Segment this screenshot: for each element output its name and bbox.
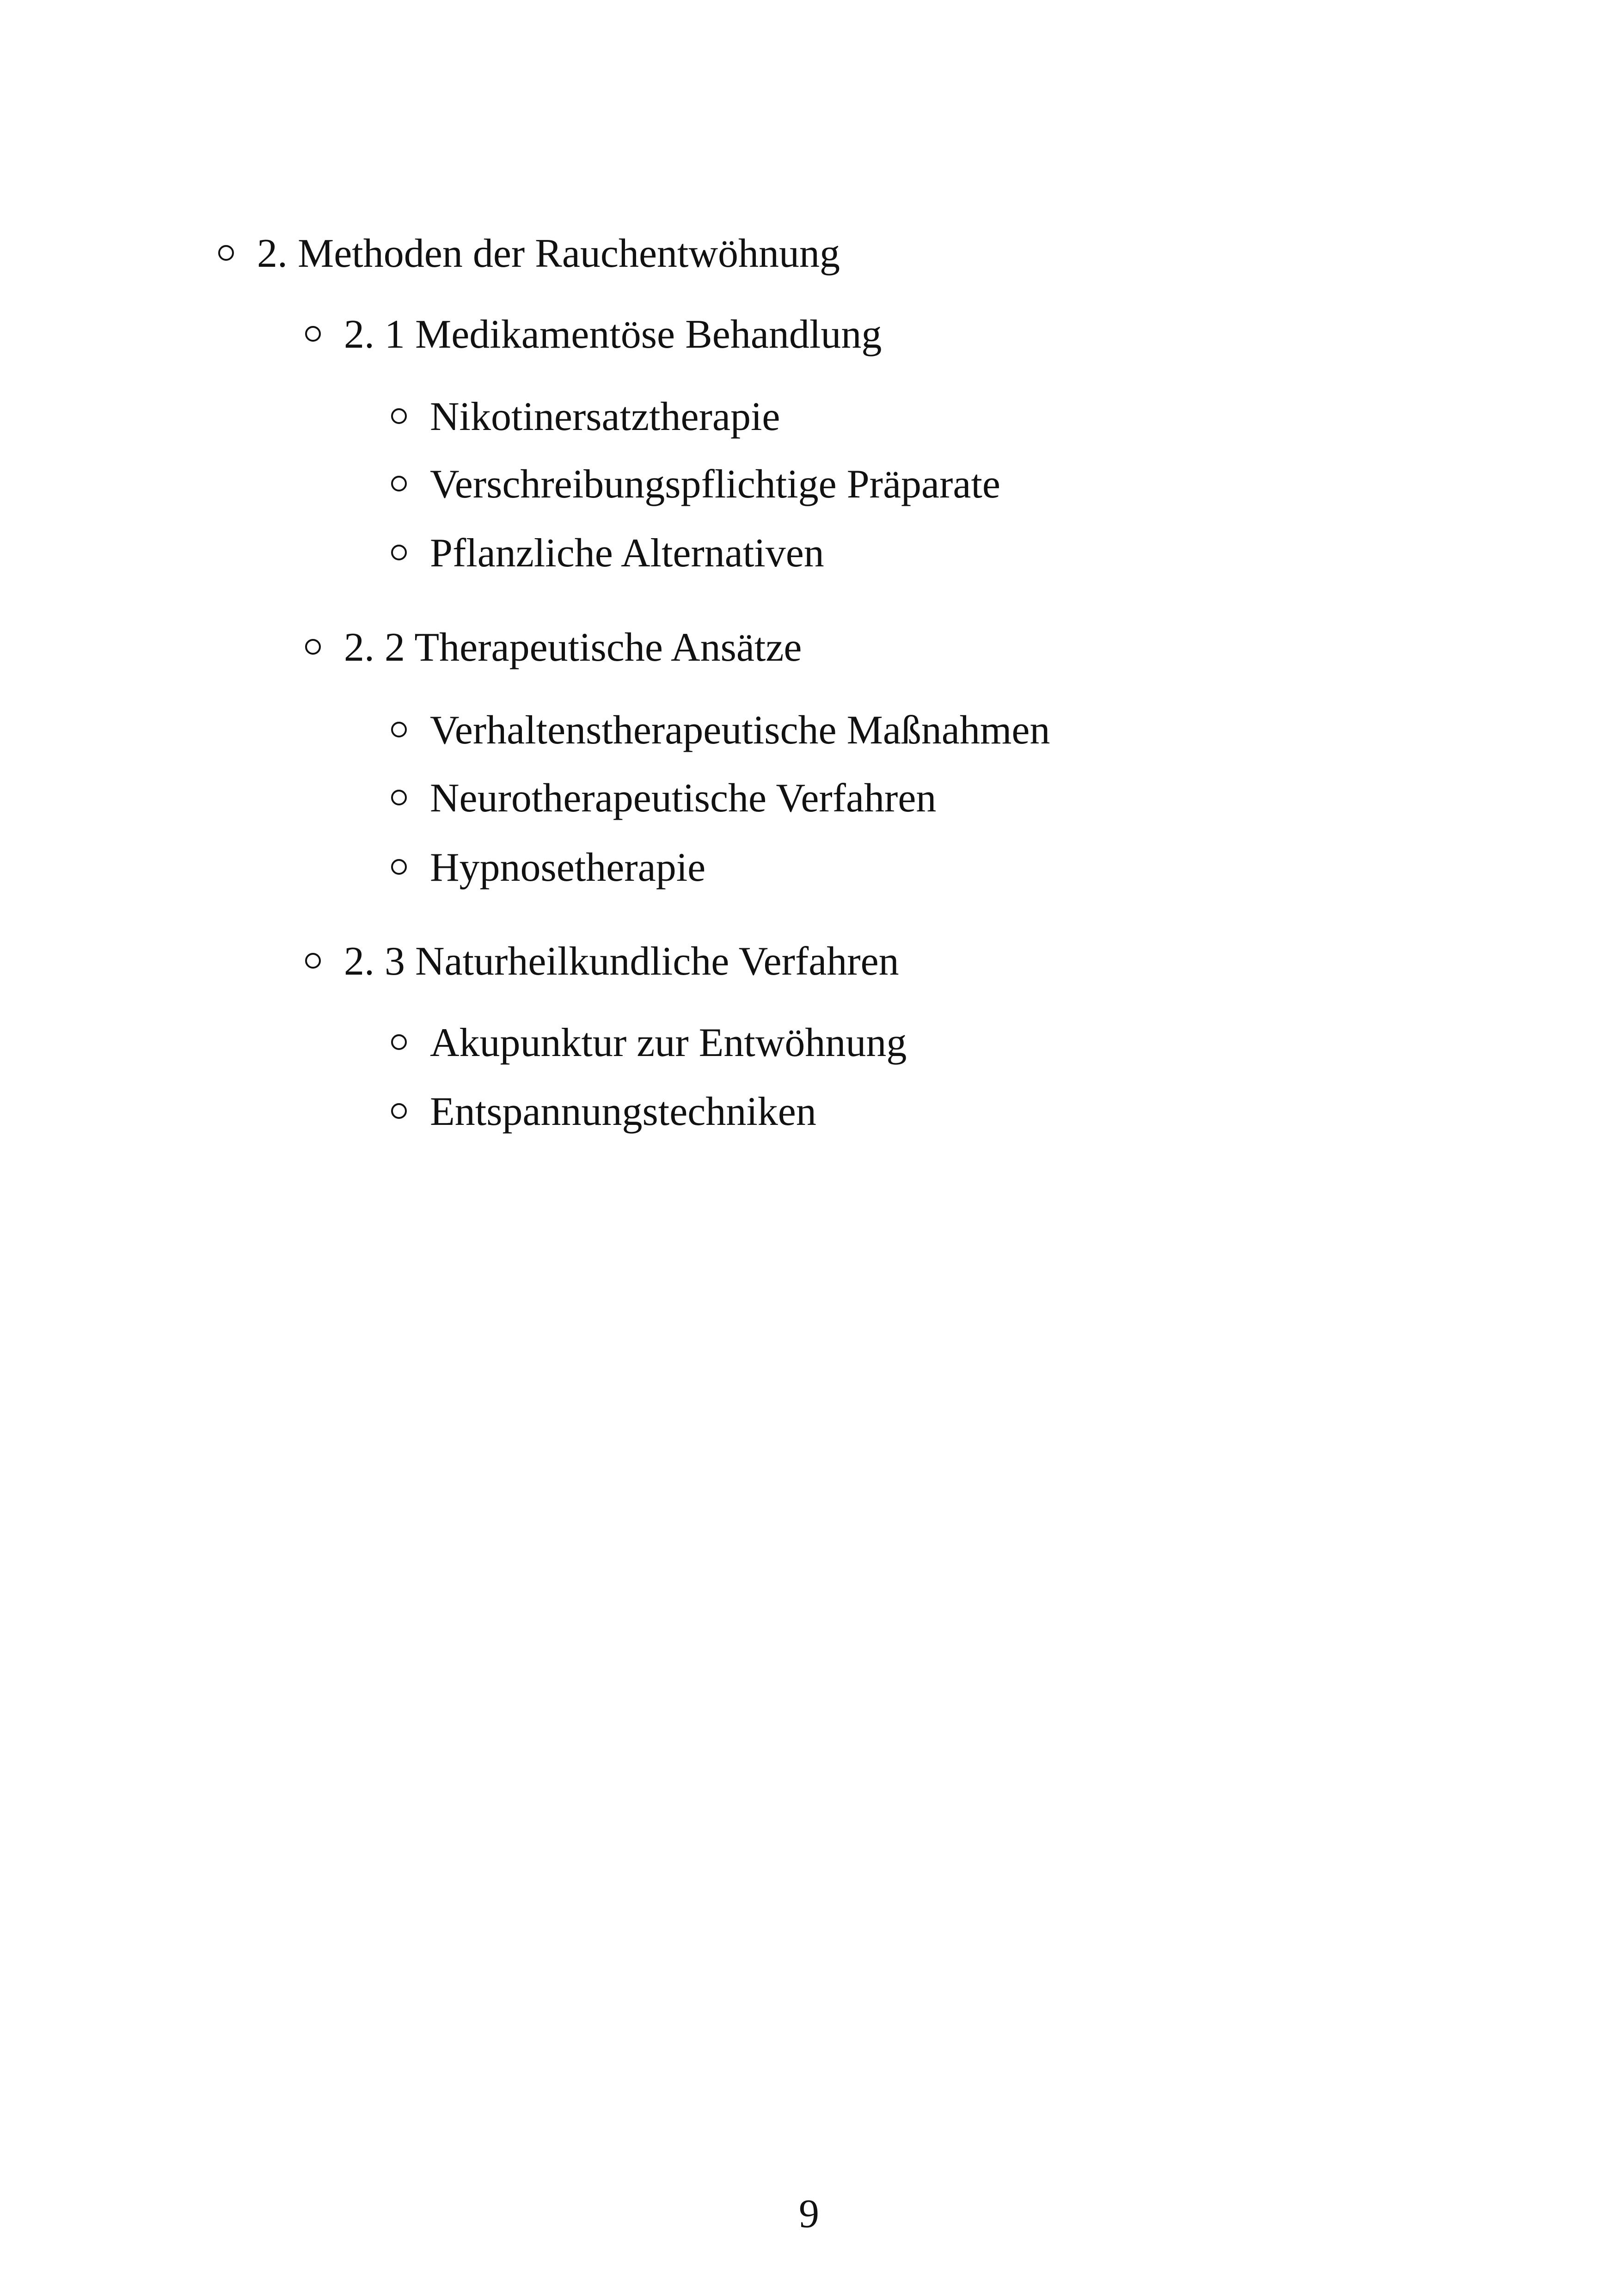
page-number: 9 bbox=[799, 2192, 819, 2236]
hollow-circle-bullet-icon bbox=[391, 859, 407, 875]
list-item-text: Entspannungstechniken bbox=[430, 1089, 816, 1134]
hollow-circle-bullet-icon bbox=[391, 1103, 407, 1119]
hollow-circle-bullet-icon bbox=[391, 1034, 407, 1050]
hollow-circle-bullet-icon bbox=[391, 722, 407, 737]
list-item bbox=[391, 1020, 907, 1065]
hollow-circle-bullet-icon bbox=[391, 790, 407, 805]
list-item-text: Pflanzliche Alternativen bbox=[430, 531, 824, 576]
list-item bbox=[391, 533, 824, 574]
list-item bbox=[391, 778, 936, 819]
list-item bbox=[391, 847, 705, 888]
list-item bbox=[391, 1089, 816, 1134]
list-item-text: Akupunktur zur Entwöhnung bbox=[430, 1020, 907, 1065]
outline-heading bbox=[218, 233, 840, 274]
section-heading bbox=[305, 941, 899, 982]
list-item bbox=[391, 394, 780, 439]
section-label: 2. 2 Therapeutische Ansätze bbox=[344, 625, 802, 670]
list-item-text: Verschreibungspflichtige Präparate bbox=[430, 462, 1000, 507]
list-item-text: Hypnosetherapie bbox=[430, 845, 706, 890]
hollow-circle-bullet-icon bbox=[391, 476, 407, 491]
section-label: 2. 1 Medikamentöse Behandlung bbox=[344, 312, 882, 357]
list-item-text: Neurotherapeutische Verfahren bbox=[430, 776, 937, 821]
hollow-circle-bullet-icon bbox=[391, 408, 407, 424]
list-item bbox=[391, 710, 1050, 751]
hollow-circle-bullet-icon bbox=[218, 245, 234, 261]
hollow-circle-bullet-icon bbox=[305, 326, 321, 342]
list-item bbox=[391, 464, 1000, 505]
hollow-circle-bullet-icon bbox=[305, 953, 321, 969]
section-heading bbox=[305, 627, 802, 668]
section-label: 2. 3 Naturheilkundliche Verfahren bbox=[344, 939, 899, 984]
hollow-circle-bullet-icon bbox=[305, 639, 321, 655]
list-item-text: Nikotinersatztherapie bbox=[430, 394, 780, 439]
heading-text: 2. Methoden der Rauchentwöhnung bbox=[257, 231, 840, 276]
section-heading bbox=[305, 314, 882, 355]
list-item-text: Verhaltenstherapeutische Maßnahmen bbox=[430, 708, 1050, 753]
hollow-circle-bullet-icon bbox=[391, 545, 407, 560]
